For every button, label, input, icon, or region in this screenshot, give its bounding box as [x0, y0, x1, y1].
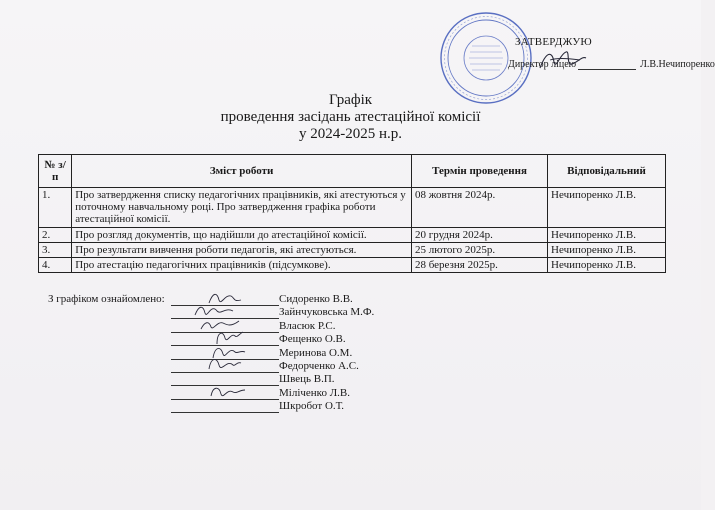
- table-row: [39, 258, 666, 273]
- row-content: Про розгляд документів, що надійшли до атестаційної комісії.: [72, 228, 412, 243]
- signature-icon: [187, 382, 257, 402]
- row-num: 4.: [39, 258, 72, 273]
- staff-name: Власюк Р.С.: [279, 319, 336, 332]
- row-date: 08 жовтня 2024р.: [411, 188, 547, 228]
- row-date: 20 грудня 2024р.: [411, 228, 547, 243]
- approval-position: Директор ліцею: [508, 59, 577, 70]
- header-responsible: Відповідальний: [548, 155, 666, 188]
- row-num: 3.: [39, 243, 72, 258]
- row-responsible: Нечипоренко Л.В.: [548, 188, 666, 228]
- acquaintance-list: [171, 293, 374, 414]
- staff-name: Сидоренко В.В.: [279, 293, 353, 305]
- signature-line: [171, 401, 279, 413]
- acquaintance-label: З графіком ознайомлено:: [48, 293, 165, 305]
- table-row: [39, 188, 666, 228]
- list-item: [171, 400, 374, 413]
- row-responsible: Нечипоренко Л.В.: [548, 228, 666, 243]
- row-date: 25 лютого 2025р.: [411, 243, 547, 258]
- staff-name: Меринова О.М.: [279, 346, 353, 359]
- signature-icon: [187, 355, 257, 375]
- staff-name: Зайнчуковська М.Ф.: [279, 306, 375, 319]
- document-subtitle: проведення засідань атестаційної комісії: [220, 109, 481, 125]
- document-title: Графік: [328, 92, 373, 108]
- row-content: Про результати вивчення роботи педагогів, які атестуються.: [72, 243, 412, 258]
- staff-name: Міліченко Л.В.: [279, 386, 351, 399]
- table-header-row: [39, 155, 666, 188]
- staff-name: Шкробот О.Т.: [279, 400, 345, 413]
- row-responsible: Нечипоренко Л.В.: [548, 243, 666, 258]
- row-num: 1.: [39, 188, 72, 228]
- list-item: [171, 387, 374, 400]
- staff-name: Федорченко А.С.: [279, 359, 359, 372]
- row-num: 2.: [39, 228, 72, 243]
- row-content: Про атестацію педагогічних працівників (підсумкове).: [72, 258, 412, 273]
- row-content: Про затвердження списку педагогічних працівників, які атестуються у поточному навчальному році. Про затвердження графіка роботи атестаційної комісії.: [72, 188, 412, 228]
- row-responsible: Нечипоренко Л.В.: [548, 258, 666, 273]
- table-row: [39, 243, 666, 258]
- table-row: [39, 228, 666, 243]
- list-item: [171, 360, 374, 373]
- header-date: Термін проведення: [411, 155, 547, 188]
- approval-title: ЗАТВЕРДЖУЮ: [515, 36, 592, 48]
- header-content: Зміст роботи: [72, 155, 412, 188]
- academic-year: у 2024-2025 н.р.: [298, 126, 403, 142]
- approval-name: Л.В.Нечипоренко: [640, 59, 715, 70]
- schedule-table: [38, 154, 666, 273]
- staff-name: Швець В.П.: [279, 373, 335, 386]
- director-signature-icon: [536, 44, 590, 74]
- header-num: № з/п: [39, 155, 72, 188]
- row-date: 28 березня 2025р.: [411, 258, 547, 273]
- staff-name: Фещенко О.В.: [279, 333, 346, 346]
